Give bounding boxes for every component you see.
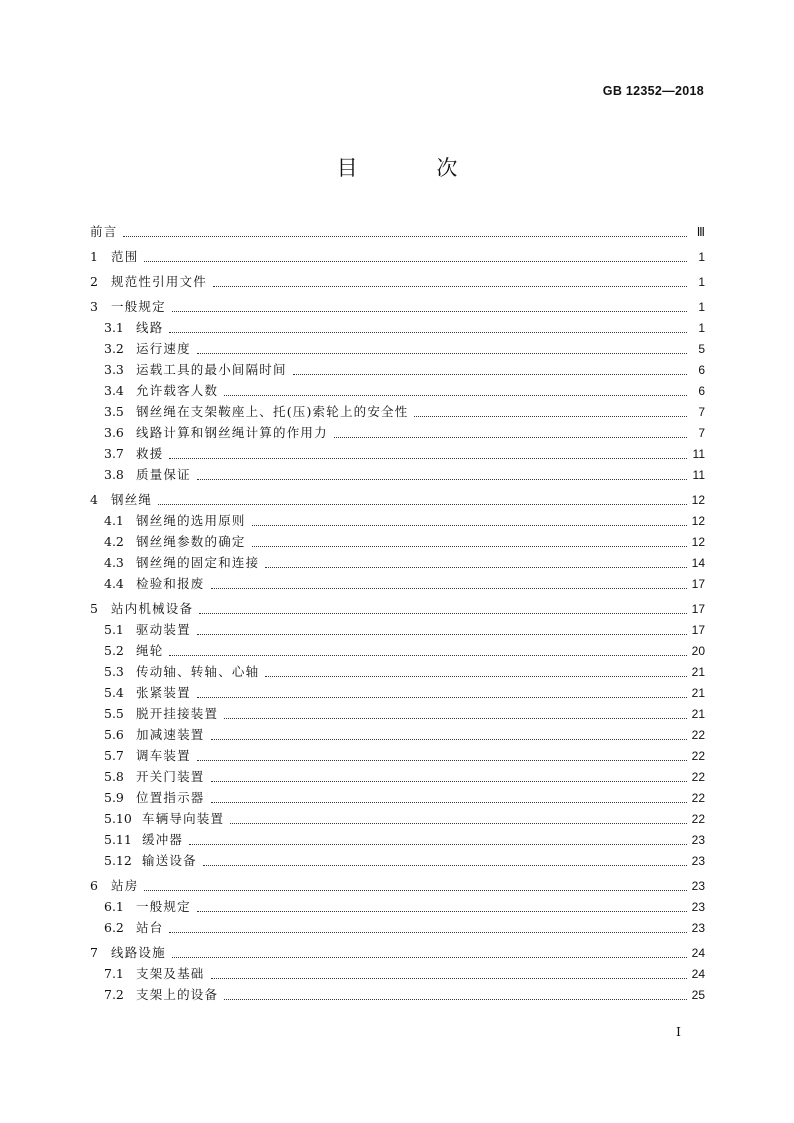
toc-entry-page: 22 [691, 812, 705, 826]
toc-entry-number: 5.1 [104, 622, 124, 637]
toc-entry-number: 5.9 [104, 790, 124, 805]
toc-entry[interactable] [90, 462, 705, 483]
dot-leader [197, 478, 687, 480]
toc-entry[interactable] [90, 701, 705, 722]
dot-leader [224, 394, 687, 396]
dot-leader [252, 545, 687, 547]
page-number: I [676, 1024, 681, 1039]
toc-entry-number: 5 [90, 601, 98, 616]
toc-entry[interactable] [90, 529, 705, 550]
toc-entry-page: 5 [698, 342, 705, 356]
toc-entry[interactable] [90, 399, 705, 420]
toc-entry-label: 前言 [90, 224, 118, 239]
dot-leader [197, 696, 687, 698]
toc-entry[interactable] [90, 827, 705, 848]
toc-entry-page: 6 [698, 384, 705, 398]
toc-entry[interactable] [90, 487, 705, 508]
toc-entry-number: 5.3 [104, 664, 124, 679]
toc-entry-label: 钢丝绳的固定和连接 [136, 555, 260, 570]
dot-leader [265, 566, 687, 568]
toc-entry-page: 21 [691, 665, 705, 679]
toc-entry-page: 24 [691, 967, 705, 981]
toc-entry-label: 位置指示器 [136, 790, 205, 805]
toc-entry-label: 脱开挂接装置 [136, 706, 219, 721]
dot-leader [123, 235, 687, 237]
dot-leader [169, 457, 687, 459]
toc-entry[interactable] [90, 848, 705, 869]
toc-entry-label: 开关门装置 [136, 769, 205, 784]
toc-entry-number: 3.4 [104, 383, 124, 398]
toc-entry-number: 3.2 [104, 341, 124, 356]
toc-entry[interactable] [90, 680, 705, 701]
toc-entry-label: 线路 [136, 320, 164, 335]
dot-leader [224, 998, 687, 1000]
toc-entry-page: 17 [691, 623, 705, 637]
toc-entry[interactable] [90, 315, 705, 336]
toc-entry-page: 24 [691, 946, 705, 960]
toc-entry[interactable] [90, 722, 705, 743]
toc-entry-page: 23 [691, 900, 705, 914]
dot-leader [199, 612, 687, 614]
toc-entry[interactable] [90, 571, 705, 592]
toc-entry-page: 21 [691, 707, 705, 721]
dot-leader [230, 822, 687, 824]
toc-entry-number: 7.1 [104, 966, 124, 981]
toc-entry-label: 钢丝绳参数的确定 [136, 534, 246, 549]
toc-entry-number: 3.1 [104, 320, 124, 335]
toc-entry-label: 钢丝绳 [111, 492, 153, 507]
dot-leader [172, 310, 687, 312]
toc-entry-label: 范围 [111, 249, 139, 264]
dot-leader [189, 843, 687, 845]
toc-entry-page: 7 [698, 426, 705, 440]
toc-entry[interactable] [90, 441, 705, 462]
toc-entry-label: 救援 [136, 446, 164, 461]
dot-leader [211, 587, 687, 589]
toc-entry-page: 12 [691, 535, 705, 549]
standard-code: GB 12352—2018 [602, 84, 704, 98]
toc-entry-label: 缓冲器 [142, 832, 184, 847]
toc-entry-number: 3.7 [104, 446, 124, 461]
toc-entry-number: 5.2 [104, 643, 124, 658]
toc-entry-label: 驱动装置 [136, 622, 191, 637]
toc-entry-page: 23 [691, 879, 705, 893]
toc-entry-label: 钢丝绳在支架鞍座上、托(压)索轮上的安全性 [136, 404, 409, 419]
toc-entry-page: 23 [691, 921, 705, 935]
toc-entry-page: 11 [692, 447, 705, 461]
toc-entry-label: 支架上的设备 [136, 987, 219, 1002]
toc-entry-label: 站内机械设备 [111, 601, 194, 616]
toc-entry-page: 14 [691, 556, 705, 570]
dot-leader [334, 436, 687, 438]
toc-entry-page: 23 [691, 833, 705, 847]
toc-entry[interactable] [90, 269, 705, 290]
toc-entry-page: 20 [691, 644, 705, 658]
toc-entry-label: 传动轴、转轴、心轴 [136, 664, 260, 679]
toc-entry-page: 17 [691, 577, 705, 591]
toc-entry-label: 加减速装置 [136, 727, 205, 742]
dot-leader [211, 977, 687, 979]
toc-entry-label: 调车装置 [136, 748, 191, 763]
toc-entry[interactable] [90, 294, 705, 315]
toc-entry-page: 1 [698, 250, 705, 264]
dot-leader [203, 864, 687, 866]
toc-entry-number: 4 [90, 492, 98, 507]
toc-entry-label: 运行速度 [136, 341, 191, 356]
toc-entry-number: 4.4 [104, 576, 124, 591]
dot-leader [197, 633, 687, 635]
toc-entry-number: 6.1 [104, 899, 124, 914]
dot-leader [211, 738, 687, 740]
toc-entry-page: 17 [691, 602, 705, 616]
toc-entry-page: 6 [698, 363, 705, 377]
toc-entry[interactable] [90, 378, 705, 399]
toc-entry-number: 3.8 [104, 467, 124, 482]
toc-entry-number: 6 [90, 878, 98, 893]
toc-entry-number: 4.2 [104, 534, 124, 549]
toc-entry-label: 输送设备 [142, 853, 197, 868]
dot-leader [252, 524, 687, 526]
toc-entry-page: 22 [691, 770, 705, 784]
dot-leader [213, 285, 687, 287]
table-of-contents [90, 219, 705, 1003]
toc-entry-number: 1 [90, 249, 98, 264]
toc-entry[interactable] [90, 940, 705, 961]
toc-entry-label: 站台 [136, 920, 164, 935]
toc-entry-number: 5.8 [104, 769, 124, 784]
dot-leader [414, 415, 687, 417]
toc-entry[interactable] [90, 219, 705, 240]
toc-entry-number: 3 [90, 299, 98, 314]
dot-leader [293, 373, 687, 375]
dot-leader [211, 801, 687, 803]
toc-entry-label: 支架及基础 [136, 966, 205, 981]
toc-entry[interactable] [90, 743, 705, 764]
toc-entry-page: 12 [691, 514, 705, 528]
toc-entry[interactable] [90, 961, 705, 982]
toc-entry-page: 22 [691, 749, 705, 763]
toc-entry-page: 1 [698, 300, 705, 314]
toc-entry-number: 3.5 [104, 404, 124, 419]
toc-entry[interactable] [90, 357, 705, 378]
toc-entry-label: 张紧装置 [136, 685, 191, 700]
toc-entry[interactable] [90, 638, 705, 659]
toc-entry-page: 22 [691, 791, 705, 805]
toc-entry-label: 绳轮 [136, 643, 164, 658]
toc-entry-label: 规范性引用文件 [111, 274, 207, 289]
dot-leader [158, 503, 687, 505]
toc-entry-number: 5.12 [104, 853, 132, 868]
toc-entry[interactable] [90, 420, 705, 441]
toc-entry-label: 检验和报废 [136, 576, 205, 591]
toc-entry-number: 5.4 [104, 685, 124, 700]
toc-entry-number: 3.6 [104, 425, 124, 440]
toc-entry-label: 线路设施 [111, 945, 166, 960]
toc-entry[interactable] [90, 336, 705, 357]
toc-entry-page: 7 [698, 405, 705, 419]
dot-leader [211, 780, 687, 782]
toc-entry[interactable] [90, 550, 705, 571]
dot-leader [169, 931, 687, 933]
toc-entry-number: 7.2 [104, 987, 124, 1002]
dot-leader [144, 260, 687, 262]
toc-entry-page: 11 [692, 468, 705, 482]
toc-entry-label: 运载工具的最小间隔时间 [136, 362, 287, 377]
toc-entry-label: 一般规定 [136, 899, 191, 914]
dot-leader [169, 654, 687, 656]
toc-entry[interactable] [90, 785, 705, 806]
toc-entry-number: 5.5 [104, 706, 124, 721]
toc-entry-number: 4.3 [104, 555, 124, 570]
toc-entry-label: 一般规定 [111, 299, 166, 314]
page-title: 目 次 [336, 156, 494, 180]
toc-entry-label: 允许载客人数 [136, 383, 219, 398]
toc-entry-number: 3.3 [104, 362, 124, 377]
toc-entry[interactable] [90, 596, 705, 617]
toc-entry[interactable] [90, 894, 705, 915]
toc-entry-page: 23 [691, 854, 705, 868]
toc-entry-page: Ⅲ [696, 225, 705, 239]
toc-entry-number: 2 [90, 274, 98, 289]
toc-entry-number: 5.6 [104, 727, 124, 742]
toc-entry[interactable] [90, 873, 705, 894]
toc-entry[interactable] [90, 764, 705, 785]
toc-entry[interactable] [90, 806, 705, 827]
dot-leader [197, 759, 687, 761]
toc-entry-label: 钢丝绳的选用原则 [136, 513, 246, 528]
dot-leader [224, 717, 687, 719]
toc-entry-page: 1 [698, 321, 705, 335]
toc-entry-number: 7 [90, 945, 98, 960]
toc-entry-page: 1 [698, 275, 705, 289]
toc-entry-number: 5.10 [104, 811, 132, 826]
toc-entry[interactable] [90, 659, 705, 680]
toc-entry[interactable] [90, 915, 705, 936]
toc-entry-label: 线路计算和钢丝绳计算的作用力 [136, 425, 328, 440]
dot-leader [172, 956, 687, 958]
toc-entry-page: 21 [691, 686, 705, 700]
toc-entry-label: 站房 [111, 878, 139, 893]
toc-entry-label: 车辆导向装置 [142, 811, 225, 826]
dot-leader [169, 331, 687, 333]
toc-entry-number: 5.11 [104, 832, 132, 847]
toc-entry[interactable] [90, 244, 705, 265]
toc-entry-label: 质量保证 [136, 467, 191, 482]
toc-entry-page: 12 [691, 493, 705, 507]
toc-entry-page: 25 [691, 988, 705, 1002]
toc-entry-page: 22 [691, 728, 705, 742]
dot-leader [265, 675, 687, 677]
toc-entry[interactable] [90, 508, 705, 529]
toc-entry[interactable] [90, 617, 705, 638]
toc-entry-number: 4.1 [104, 513, 124, 528]
toc-entry-number: 6.2 [104, 920, 124, 935]
dot-leader [197, 352, 687, 354]
dot-leader [144, 889, 687, 891]
dot-leader [197, 910, 687, 912]
toc-entry-number: 5.7 [104, 748, 124, 763]
toc-entry[interactable] [90, 982, 705, 1003]
